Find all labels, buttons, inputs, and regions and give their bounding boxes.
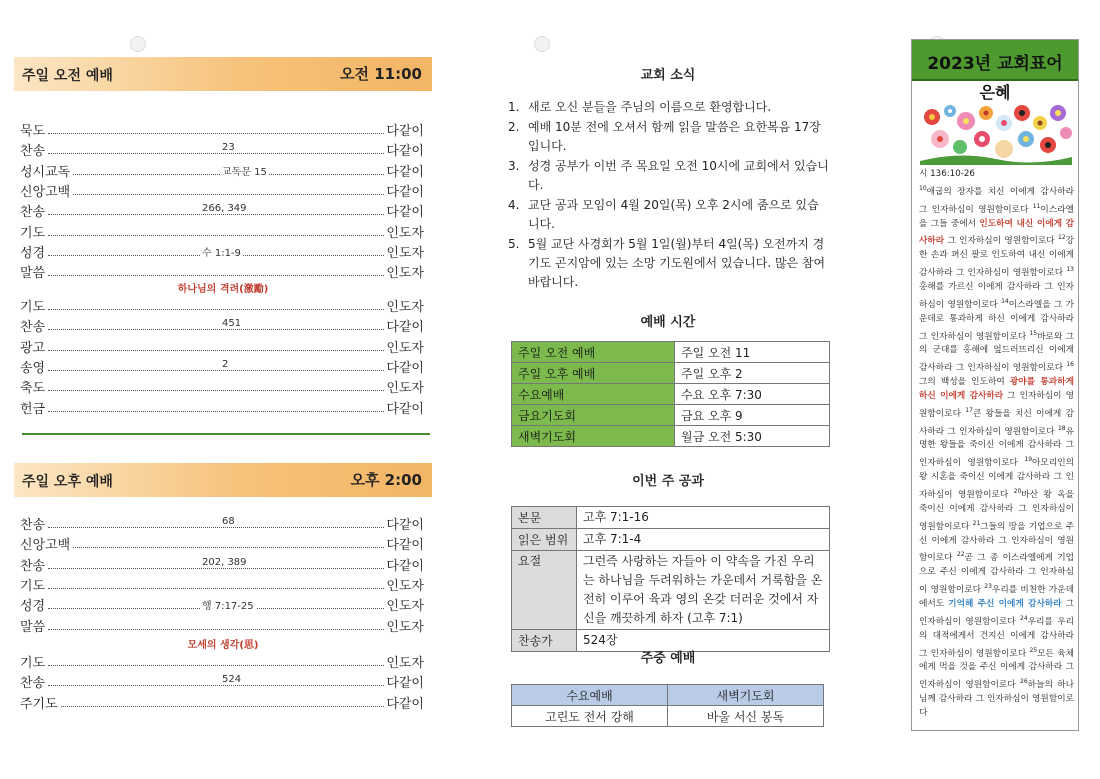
order-row bbox=[20, 140, 424, 160]
news-item: 3. 성경 공부가 이번 주 목요일 오전 10시에 교회에서 있습니다. bbox=[508, 159, 829, 192]
news-title: 교회 소식 bbox=[640, 68, 696, 83]
order-row bbox=[20, 575, 424, 595]
order-item-leader: 인도자 bbox=[384, 262, 424, 281]
order-item-label: 신앙고백 bbox=[20, 534, 72, 553]
order-row bbox=[20, 616, 424, 636]
order-row bbox=[20, 672, 424, 692]
order-item-label: 묵도 bbox=[20, 120, 47, 139]
lesson-title: 이번 주 공과 bbox=[632, 474, 704, 489]
order-row bbox=[20, 514, 424, 534]
leader-dots bbox=[48, 706, 390, 707]
leader-dots bbox=[48, 370, 390, 371]
order-row bbox=[20, 161, 424, 181]
order-item-leader: 인도자 bbox=[384, 222, 424, 241]
order-row bbox=[20, 357, 424, 377]
table-row: 주일 오후 예배 주일 오후 2 bbox=[512, 363, 830, 384]
order-item-leader: 인도자 bbox=[384, 337, 424, 356]
order-item-label: 찬송 bbox=[20, 555, 47, 574]
order-item-label: 헌금 bbox=[20, 398, 47, 417]
order-item-label: 축도 bbox=[20, 377, 47, 396]
morning-service-time: 오전 11:00 bbox=[340, 65, 422, 83]
order-row bbox=[20, 693, 424, 713]
leader-dots bbox=[48, 235, 390, 236]
order-row bbox=[20, 120, 424, 140]
news-item: 4. 교단 공과 모임이 4월 20일(목) 오후 2시에 줌으로 있습니다. bbox=[508, 198, 819, 231]
order-item-leader: 다같이 bbox=[384, 316, 424, 335]
afternoon-service-header bbox=[14, 463, 432, 497]
table-row: 수요예배 새벽기도회 bbox=[512, 685, 824, 706]
order-item-label: 성경 bbox=[20, 595, 47, 614]
order-item-leader: 인도자 bbox=[384, 242, 424, 261]
psalm-reference: 시 136:10-26 bbox=[919, 169, 975, 179]
order-item-label: 말씀 bbox=[20, 616, 47, 635]
order-item-detail: 교독문 15 bbox=[220, 163, 269, 178]
leader-dots bbox=[48, 275, 390, 276]
order-item-label: 기도 bbox=[20, 296, 47, 315]
order-item-leader: 다같이 bbox=[384, 555, 424, 574]
leader-dots bbox=[48, 329, 390, 330]
table-row: 주일 오전 예배 주일 오전 11 bbox=[512, 342, 830, 363]
order-item-leader: 다같이 bbox=[384, 161, 424, 180]
order-row bbox=[20, 242, 424, 262]
order-item-leader: 인도자 bbox=[384, 377, 424, 396]
order-item-leader: 인도자 bbox=[384, 595, 424, 614]
order-item-detail: 451 bbox=[222, 318, 242, 330]
order-item-label: 광고 bbox=[20, 337, 47, 356]
table-row: 본문 고후 7:1-16 bbox=[512, 507, 830, 529]
motto-panel bbox=[911, 39, 1079, 731]
table-row: 찬송가 524장 bbox=[512, 630, 830, 652]
leader-dots bbox=[48, 350, 390, 351]
afternoon-service-time: 오후 2:00 bbox=[350, 471, 422, 489]
order-row bbox=[20, 377, 424, 397]
order-item-label: 송영 bbox=[20, 357, 47, 376]
order-item-leader: 다같이 bbox=[384, 140, 424, 159]
leader-dots bbox=[48, 685, 390, 686]
order-item-leader: 인도자 bbox=[384, 616, 424, 635]
order-row bbox=[20, 201, 424, 221]
order-item-detail: 2 bbox=[222, 358, 229, 370]
order-item-label: 찬송 bbox=[20, 201, 47, 220]
leader-dots bbox=[48, 547, 390, 548]
order-row bbox=[20, 337, 424, 357]
order-item-label: 찬송 bbox=[20, 514, 47, 533]
order-item-label: 성경 bbox=[20, 242, 47, 261]
leader-dots bbox=[48, 665, 390, 666]
leader-dots bbox=[48, 309, 390, 310]
order-item-leader: 다같이 bbox=[384, 357, 424, 376]
order-row bbox=[20, 555, 424, 575]
order-item-label: 말씀 bbox=[20, 262, 47, 281]
order-item-detail: 수 1:1-9 bbox=[200, 244, 243, 259]
order-item-label: 찬송 bbox=[20, 316, 47, 335]
order-item-leader: 인도자 bbox=[384, 575, 424, 594]
order-row bbox=[20, 398, 424, 418]
order-row bbox=[20, 534, 424, 554]
section-divider bbox=[22, 433, 430, 435]
news-item: 2. 예배 10분 전에 오셔서 함께 읽을 말씀은 요한복음 17장입니다. bbox=[508, 120, 821, 153]
order-item-label: 주기도 bbox=[20, 693, 60, 712]
motto-year-banner: 2023년 교회표어 bbox=[912, 40, 1078, 81]
order-item-detail: 524 bbox=[222, 674, 242, 686]
table-row: 읽은 범위 고후 7:1-4 bbox=[512, 529, 830, 551]
leader-dots bbox=[48, 568, 390, 569]
table-row: 새벽기도회 월금 오전 5:30 bbox=[512, 426, 830, 447]
order-item-leader: 다같이 bbox=[384, 120, 424, 139]
order-item-label: 기도 bbox=[20, 652, 47, 671]
news-list bbox=[508, 98, 830, 293]
order-item-leader: 다같이 bbox=[384, 181, 424, 200]
morning-service-title: 주일 오전 예배 bbox=[22, 68, 113, 84]
order-item-detail: 행 7:17-25 bbox=[200, 597, 256, 612]
psalm-text: 시 136:10-26 $^{10}$애굽의 장자를 치신 이에게 감사하라 그 인자하심이 영원함이로다 $^{11}$이스라엘을 그들 중에서 인도하여 내신 이에게 감사하라 그 인자하심이 영원함이로다 $^{12}$강한 손과 펴신 팔로 인도하여 내신 이에게 감사하라 그 인자하심이 영원함이로다 $^{13}$홍해를 가르신 이에게 감사하라 그 인자하심이 영원함이로다 $^{14}$이스라엘을 그 가운데로 통과하게 하신 이에게 감사하라 그 인자하심이 영원함이로다 $^{15}$바로와 그의 군대를 홍해에 엎드러뜨리신 이에게 감사하라 그 인자하심이 영원함이로다 $^{16}$그의 백성을 인도하여 광야를 통과하게 하신 이에게 감사하라 그 인자하심이 영원함이로다 $^{17}$큰 왕들을 치신 이에게 감사하라 그 인자하심이 영원함이로다 $^{18}$유명한 왕들을 죽이신 이에게 감사하라 그 인자하심이 영원함이로다 $^{19}$아모리인의 왕 시혼을 죽이신 이에게 감사하라 그 인자하심이 영원함이로다 $^{20}$바산 왕 옥을 죽이신 이에게 감사하라 그 인자하심이 영원함이로다 $^{21}$그들의 땅을 기업으로 주신 이에게 감사하라 그 인자하심이 영원함이로다 $^{22}$곧 그 종 이스라엘에게 기업으로 주신 이에게 감사하라 그 인자하심이 영원함이로다 $^{23}$우리를 비천한 가운데에서도 기억해 주신 이에게 감사하라 그 인자하심이 영원함이로다 $^{24}$우리를 우리의 대적에게서 건지신 이에게 감사하라 그 인자하심이 영원함이로다 $^{25}$모든 육체에게 먹을 것을 주신 이에게 감사하라 그 인자하심이 영원함이로다 $^{26}$하늘의 하나님께 감사하라 그 인자하심이 영원함이로다 bbox=[919, 169, 1075, 718]
order-item-detail: 202, 389 bbox=[202, 556, 247, 568]
order-item-detail: 68 bbox=[222, 516, 235, 527]
order-row bbox=[20, 652, 424, 672]
leader-dots bbox=[48, 588, 390, 589]
news-item: 5. 5월 교단 사경회가 5월 1일(월)부터 4일(목) 오전까지 경기도 곤지암에 있는 소망 기도원에서 있습니다. 많은 참여 바랍니다. bbox=[508, 237, 826, 289]
punch-hole bbox=[130, 36, 146, 52]
leader-dots bbox=[48, 629, 390, 630]
order-item-leader: 인도자 bbox=[384, 296, 424, 315]
order-item-label: 찬송 bbox=[20, 140, 47, 159]
order-item-detail: 23 bbox=[222, 142, 235, 154]
order-row bbox=[20, 222, 424, 242]
leader-dots bbox=[48, 194, 390, 195]
leader-dots bbox=[48, 214, 390, 215]
leader-dots bbox=[48, 133, 390, 134]
schedule-title: 예배 시간 bbox=[640, 315, 696, 330]
weekday-title: 주중 예배 bbox=[640, 651, 696, 666]
order-item-leader: 다같이 bbox=[384, 693, 424, 712]
afternoon-sermon-title: 모세의 생각(思) bbox=[187, 640, 259, 651]
order-item-leader: 다같이 bbox=[384, 398, 424, 417]
order-item-leader: 인도자 bbox=[384, 652, 424, 671]
order-item-label: 신앙고백 bbox=[20, 181, 72, 200]
weekday-table bbox=[511, 684, 824, 727]
morning-sermon-title: 하나님의 격려(激勵) bbox=[177, 284, 269, 295]
table-row: 수요예배 수요 오후 7:30 bbox=[512, 384, 830, 405]
punch-hole bbox=[534, 36, 550, 52]
flower-illustration bbox=[920, 103, 1072, 165]
order-item-leader: 다같이 bbox=[384, 514, 424, 533]
order-item-detail: 266, 349 bbox=[202, 203, 247, 215]
table-row: 고린도 전서 강해 바울 서신 봉독 bbox=[512, 706, 824, 727]
order-item-label: 기도 bbox=[20, 575, 47, 594]
leader-dots bbox=[48, 153, 390, 154]
order-row bbox=[20, 296, 424, 316]
order-item-label: 찬송 bbox=[20, 672, 47, 691]
leader-dots bbox=[48, 527, 390, 528]
leader-dots bbox=[48, 174, 390, 175]
morning-service-header bbox=[14, 57, 432, 91]
order-item-label: 기도 bbox=[20, 222, 47, 241]
afternoon-service-title: 주일 오후 예배 bbox=[22, 474, 113, 490]
table-row: 금요기도회 금요 오후 9 bbox=[512, 405, 830, 426]
order-item-leader: 다같이 bbox=[384, 534, 424, 553]
leader-dots bbox=[48, 390, 390, 391]
table-row: 요절 그런즉 사랑하는 자들아 이 약속을 가진 우리는 하나님을 두려워하는 가운데서 거룩함을 온전히 이루어 육과 영의 온갖 더러운 것에서 자신을 깨끗하게 하자 (고후 7:1) bbox=[512, 551, 830, 630]
order-item-label: 성시교독 bbox=[20, 161, 72, 180]
order-item-leader: 다같이 bbox=[384, 672, 424, 691]
lesson-table bbox=[511, 506, 830, 652]
news-item: 1. 새로 오신 분들을 주님의 이름으로 환영합니다. bbox=[508, 100, 772, 114]
order-row bbox=[20, 316, 424, 336]
order-row bbox=[20, 595, 424, 615]
leader-dots bbox=[48, 411, 390, 412]
schedule-table bbox=[511, 341, 830, 447]
order-item-leader: 다같이 bbox=[384, 201, 424, 220]
order-row bbox=[20, 181, 424, 201]
motto-theme: 은혜 bbox=[979, 83, 1011, 102]
